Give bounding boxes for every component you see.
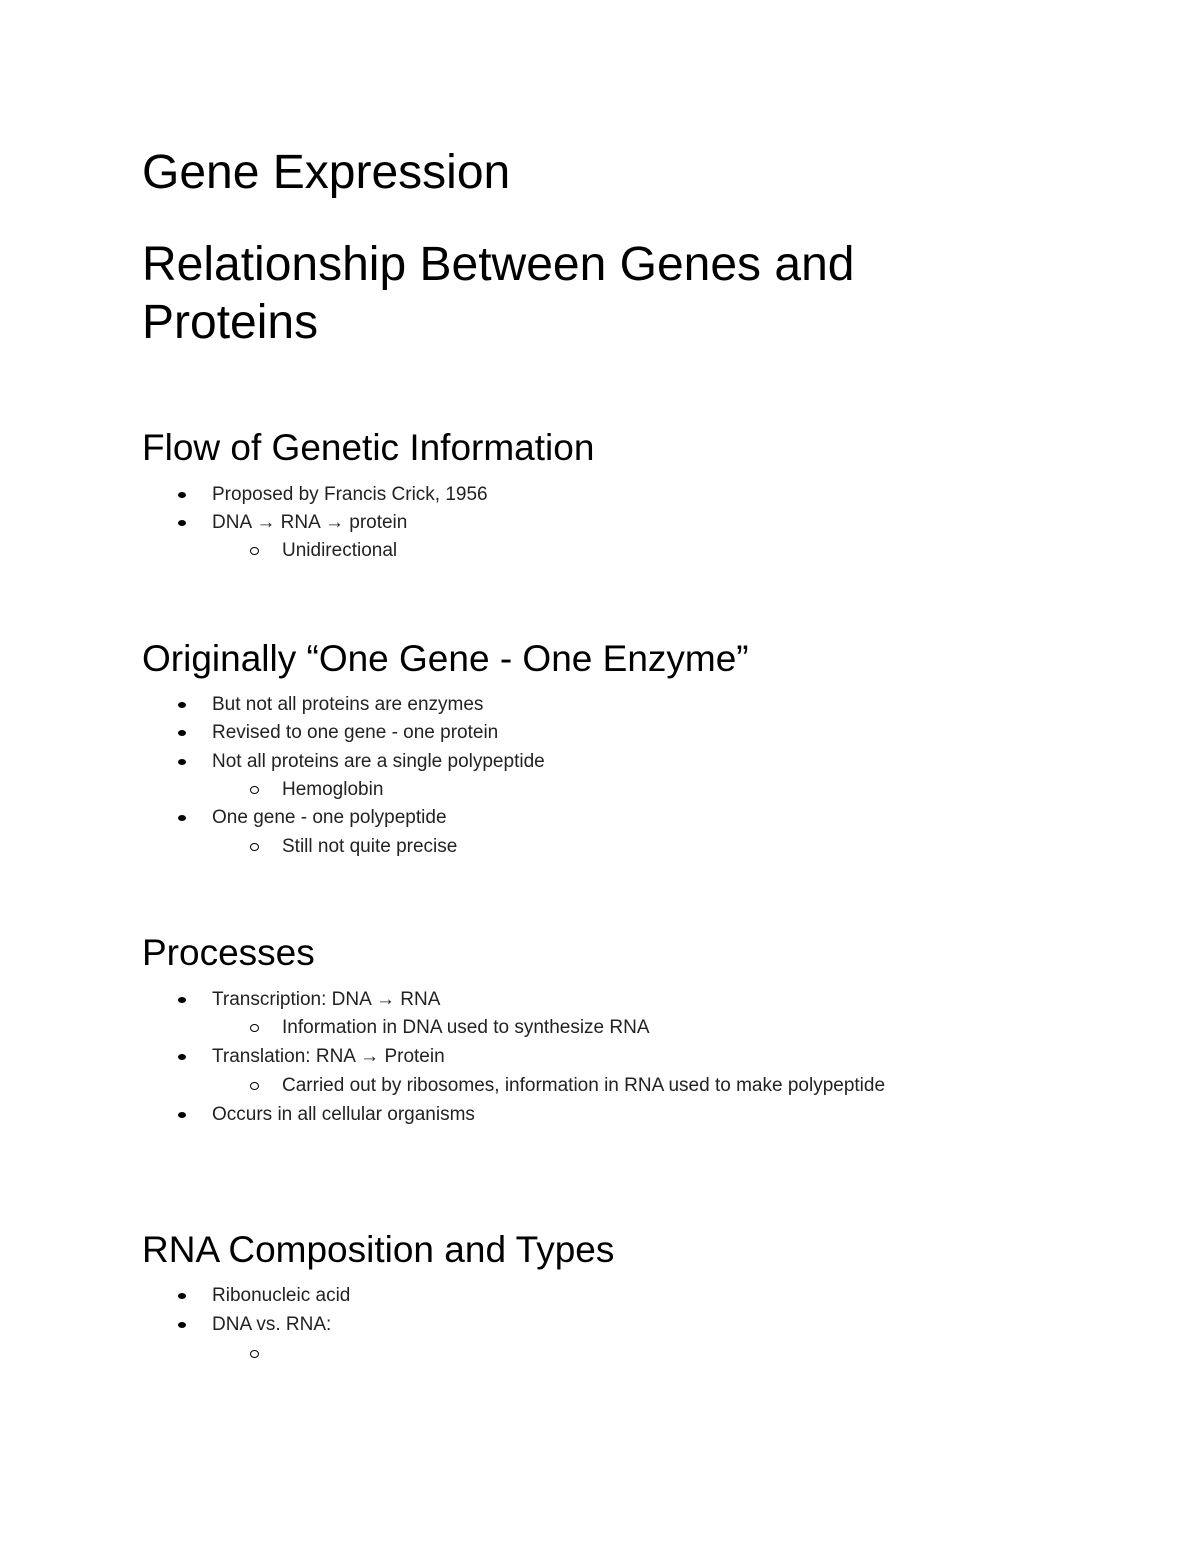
bullet-icon (178, 1112, 186, 1118)
section-heading-one-gene: Originally “One Gene - One Enzyme” (142, 638, 749, 679)
document-title: Gene Expression (142, 146, 511, 199)
list-item-text: Ribonucleic acid (212, 1285, 351, 1306)
bullet-icon (178, 997, 186, 1003)
list-item-text: Transcription: DNA → RNA (212, 989, 441, 1010)
list-item (212, 1313, 331, 1337)
section-heading-flow: Flow of Genetic Information (142, 427, 595, 468)
list-item-text: Revised to one gene - one protein (212, 722, 499, 743)
list-item (212, 806, 447, 830)
list-item (282, 539, 397, 563)
list-item-text: Occurs in all cellular organisms (212, 1104, 475, 1125)
hollow-bullet-icon (250, 1350, 259, 1358)
list-item (282, 1074, 885, 1098)
list-item (212, 988, 440, 1012)
section-heading-processes: Processes (142, 932, 315, 973)
list-item-text: Translation: RNA → Protein (212, 1046, 445, 1067)
hollow-bullet-icon (250, 786, 259, 794)
list-item-text: DNA → RNA → protein (212, 512, 408, 533)
bullet-icon (178, 730, 186, 736)
list-item (282, 1016, 650, 1040)
hollow-bullet-icon (250, 547, 259, 555)
bullet-icon (178, 702, 186, 708)
hollow-bullet-icon (250, 1082, 259, 1090)
list-item (212, 693, 483, 717)
list-item-text: Proposed by Francis Crick, 1956 (212, 484, 488, 505)
list-item (212, 1284, 350, 1308)
list-item (212, 511, 407, 535)
list-item-text: Carried out by ribosomes, information in RNA used to make polypeptide (282, 1075, 886, 1096)
bullet-icon (178, 492, 186, 498)
list-item-text: But not all proteins are enzymes (212, 694, 484, 715)
list-item (212, 750, 545, 774)
list-item-text: Unidirectional (282, 540, 398, 561)
hollow-bullet-icon (250, 843, 259, 851)
bullet-icon (178, 520, 186, 526)
bullet-icon (178, 1322, 186, 1328)
document-subtitle: Relationship Between Genes and Proteins (142, 238, 855, 349)
list-item-text: Still not quite precise (282, 836, 458, 857)
list-item-text: Hemoglobin (282, 779, 384, 800)
list-item (212, 1045, 445, 1069)
list-item (212, 721, 498, 745)
list-item (212, 1103, 475, 1127)
list-item-text: DNA vs. RNA: (212, 1314, 332, 1335)
bullet-icon (178, 1293, 186, 1299)
list-item (282, 778, 383, 802)
list-item (282, 835, 457, 859)
section-heading-rna: RNA Composition and Types (142, 1229, 615, 1270)
bullet-icon (178, 759, 186, 765)
bullet-icon (178, 1054, 186, 1060)
list-item-text: Not all proteins are a single polypeptide (212, 751, 545, 772)
list-item (212, 483, 488, 507)
bullet-icon (178, 815, 186, 821)
list-item-text: One gene - one polypeptide (212, 807, 447, 828)
hollow-bullet-icon (250, 1024, 259, 1032)
list-item-text: Information in DNA used to synthesize RNA (282, 1017, 650, 1038)
